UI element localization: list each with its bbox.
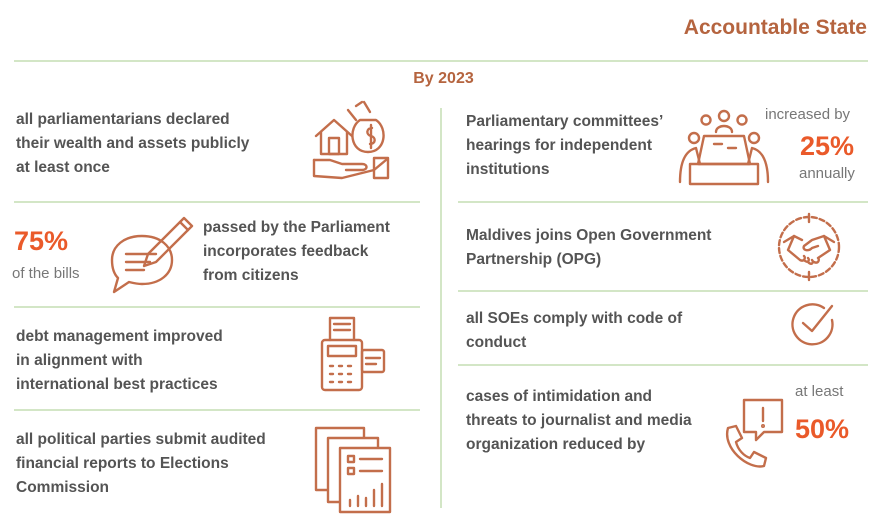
right-divider-1 [458, 201, 868, 203]
meeting-table-icon [676, 108, 772, 188]
right-item-2-text: Maldives joins Open Government Partnership (OPG) [466, 227, 712, 268]
right-divider-2 [458, 290, 868, 292]
left-divider-2 [14, 306, 420, 308]
committees-pre-text: increased by [765, 106, 851, 123]
section-subtitle: By 2023 [413, 70, 474, 87]
house-money-hand-icon [312, 98, 394, 182]
committees-percent: 25% [800, 131, 855, 161]
left-item-2-text: passed by the Parliament incorporates feedback from citizens [203, 219, 390, 284]
page-title: Accountable State [683, 16, 867, 39]
center-divider [440, 108, 442, 508]
phone-alert-icon [718, 396, 788, 472]
left-divider-3 [14, 409, 420, 411]
left-item-4-text: all political parties submit audited financial reports to Elections Commission [16, 431, 266, 496]
intimidation-percent: 50% [795, 414, 850, 444]
left-item-3-text: debt management improved in alignment with international best practices [16, 328, 223, 393]
financial-report-icon [312, 424, 394, 516]
committees-post-text: annually [799, 165, 855, 182]
top-divider [14, 60, 868, 62]
intimidation-pre-text: at least [795, 383, 844, 400]
speech-bubble-pen-icon [104, 210, 196, 294]
right-item-3-text: all SOEs comply with code of conduct [466, 310, 683, 351]
left-divider-1 [14, 201, 420, 203]
handshake-icon [774, 212, 844, 282]
bills-caption: of the bills [12, 265, 80, 282]
left-item-1-text: all parliamentarians declared their wealth and assets publicly at least once [16, 111, 250, 176]
right-divider-3 [458, 364, 868, 366]
bills-percent: 75% [14, 226, 69, 256]
right-item-4-text: cases of intimidation and threats to journalist and media organization reduced by [466, 388, 692, 453]
checkmark-icon [788, 298, 838, 348]
right-item-1-text: Parliamentary committees’ hearings for independent institutions [466, 113, 664, 178]
calculator-receipt-icon [318, 314, 388, 394]
